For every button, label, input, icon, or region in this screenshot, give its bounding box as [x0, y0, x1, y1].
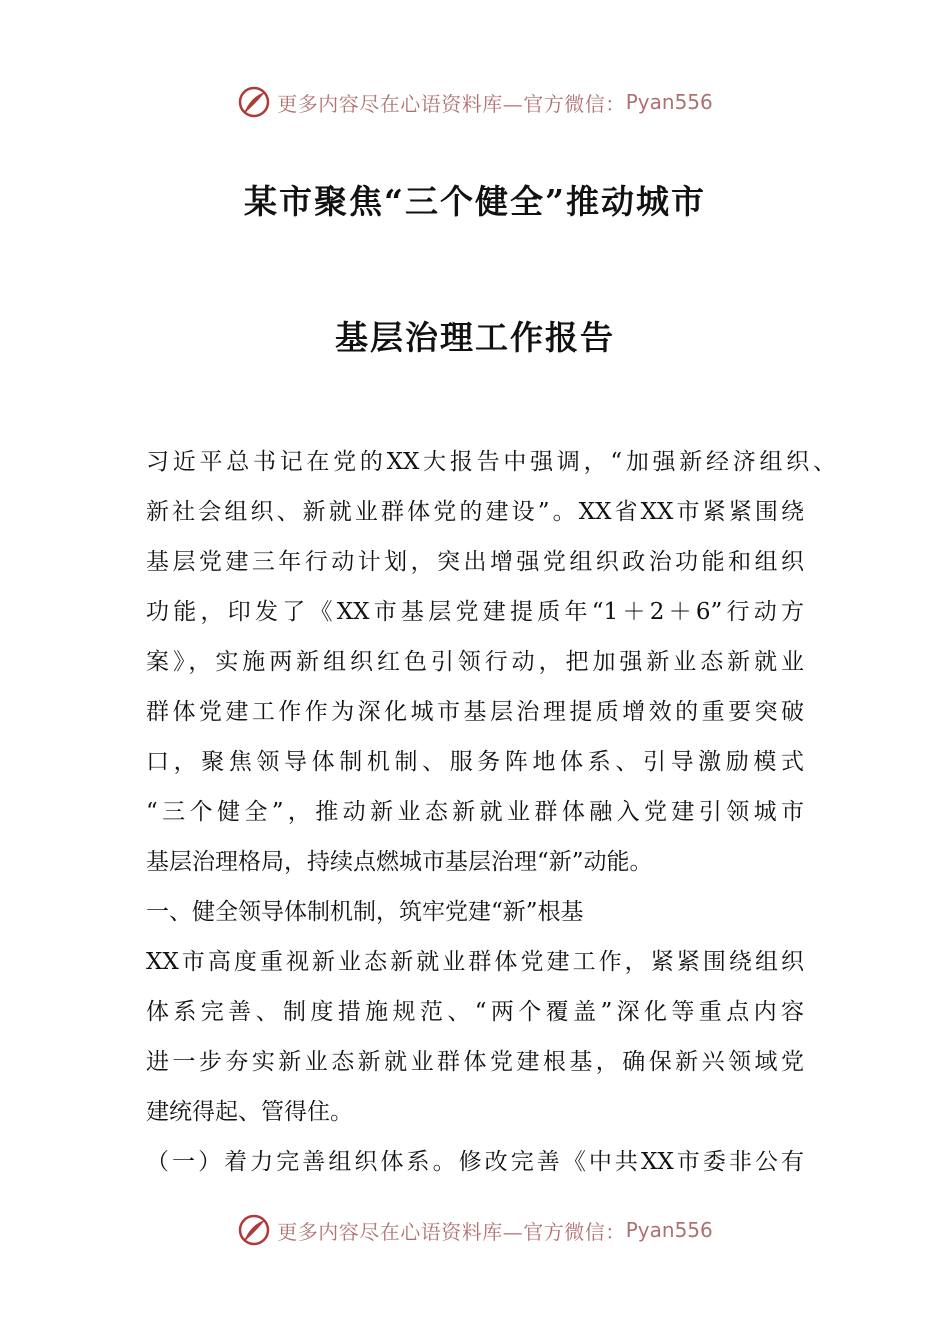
body-line: 群体党建工作作为深化城市基层治理提质增效的重要突破: [146, 699, 804, 725]
body-line: 基层治理格局，持续点燃城市基层治理“新”动能。: [146, 849, 653, 875]
body-line: 功能，印发了《XX市基层党建提质年“1＋2＋6”行动方: [146, 599, 804, 625]
body-line: “三个健全”，推动新业态新就业群体融入党建引领城市: [146, 799, 804, 825]
body-line: XX市高度重视新业态新就业群体党建工作，紧紧围绕组织: [146, 949, 804, 975]
quill-logo-icon: [237, 1213, 271, 1247]
body-line: 新社会组织、新就业群体党的建设”。XX省XX市紧紧围绕: [146, 499, 804, 525]
section-heading: 一、健全领导体制机制，筑牢党建“新”根基: [146, 899, 584, 925]
watermark-banner-top: [0, 82, 950, 122]
body-line: 口，聚焦领导体制机制、服务阵地体系、引导激励模式: [146, 749, 804, 775]
body-line: 体系完善、制度措施规范、“两个覆盖”深化等重点内容: [146, 999, 804, 1025]
document-title-line-2: 基层治理工作报告: [335, 318, 615, 357]
quill-logo-icon: [237, 85, 271, 119]
body-line: 进一步夯实新业态新就业群体党建根基，确保新兴领域党: [146, 1049, 804, 1075]
watermark-text: 更多内容尽在心语资料库—官方微信：: [277, 91, 626, 116]
body-line: 基层党建三年行动计划，突出增强党组织政治功能和组织: [146, 549, 804, 575]
body-line: 建统得起、管得住。: [146, 1099, 353, 1125]
document-title-line-1: 某市聚焦“三个健全”推动城市: [244, 182, 706, 221]
document-body: [146, 437, 846, 1187]
body-line: 习近平总书记在党的XX大报告中强调，“加强新经济组织、: [146, 449, 836, 475]
watermark-text: 更多内容尽在心语资料库—官方微信：: [277, 1219, 626, 1244]
watermark-id: Pyan556: [625, 90, 713, 114]
watermark-id: Pyan556: [625, 1218, 713, 1242]
watermark-banner-bottom: [0, 1210, 950, 1250]
subsection-heading: （一）着力完善组织体系。修改完善《中共XX市委非公有: [146, 1149, 804, 1175]
body-line: 案》，实施两新组织红色引领行动，把加强新业态新就业: [146, 649, 804, 675]
